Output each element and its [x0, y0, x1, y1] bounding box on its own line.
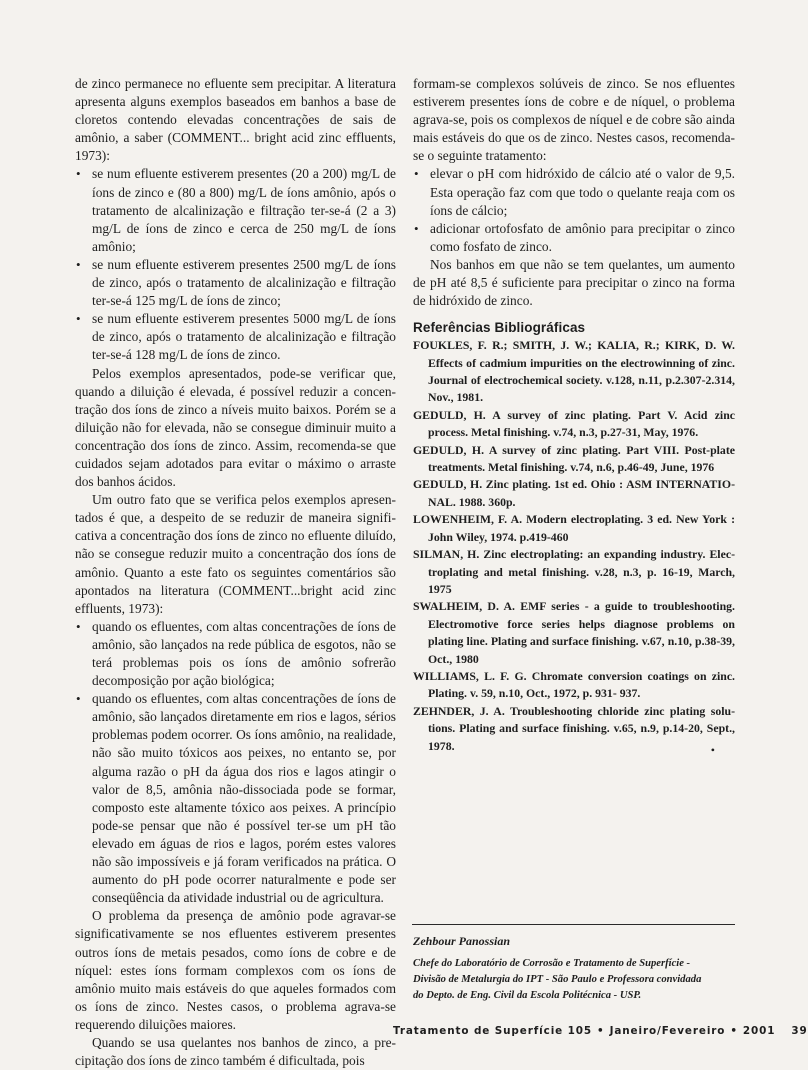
list-item: • se num efluente estiverem presentes 2500 mg/L de íons de zinco, após o tratamento de alcalinização e filtração ter-se-á 125 mg/L de íons de zinco;: [75, 256, 396, 310]
footer-separator: •: [730, 1025, 738, 1037]
issue-year: 2001: [742, 1025, 776, 1037]
reference-item: LOWENHEIM, F. A. Modern electroplating. 3 ed. New York : John Wiley, 1974. p.419-460: [413, 512, 735, 544]
reference-item: WILLIAMS, L. F. G. Chromate conversion coatings on zinc. Plating. v. 59, n.10, Oct., 1972, p. 931- 937.: [413, 668, 735, 701]
references-heading: Referências Bibliográficas: [413, 320, 586, 336]
paragraph: Um outro fato que se verifica pelos exemplos apresentados é que, a despeito de se reduzir de maneira significativa a concentração dos íons de zinco no efluente diluído, não se consegue reduzir muito a concentração dos íons de amônio. Quanto a este fato os seguintes comentários são apontados na literatura (COMMENT...bright acid zinc effluents, 1973):: [75, 492, 396, 616]
author-name: Zehbour Panossian: [413, 934, 511, 948]
references-list: [413, 337, 735, 755]
reference-item: SWALHEIM, D. A. EMF series - a guide to troubleshooting. Electromotive force series helps diagnose problems on plating line. Plating and surface finishing. v.67, n.10, p.38-39, Oct., 1980: [413, 599, 735, 666]
left-column: [75, 75, 396, 1070]
footer-separator: •: [597, 1025, 605, 1037]
reference-item: FOUKLES, F. R.; SMITH, J. W.; KALIA, R.; KIRK, D. W. Effects of cadmium impurities on the electrowinning of zinc. Journal of electrochemical society. v.128, n.11, p.2.307-2.314, Nov., 1981.: [413, 338, 735, 405]
paragraph: formam-se complexos solúveis de zinco. Se nos efluentes estiverem presentes íons de cobre e de níquel, o problema agrava-se, pois os complexos de níquel e de cobre são ainda mais estáveis do que os de zinco. Nestes casos, recomenda-se o seguinte tratamento:: [413, 76, 735, 164]
author-affiliation: Divisão de Metalurgia do IPT - São Paulo e Professora convidada: [413, 974, 702, 986]
reference-item: ZEHNDER, J. A. Troubleshooting chloride zinc plating solutions. Plating and surface finishing. v.65, n.9, p.14-20, Sept., 1978.: [413, 703, 735, 753]
list-item: • se num efluente estiverem presentes 5000 mg/L de íons de zinco, após o tratamento de alcalinização e filtração ter-se-á 128 mg/L de íons de zinco.: [75, 310, 396, 364]
paragraph: Pelos exemplos apresentados, pode-se verificar que, quando a diluição é elevada, é possível reduzir a concentração dos íons de zinco a níveis muito baixos. Porém se a diluição não for elevada, não se consegue diminuir muito a concentração dos íons de zinco. Assim, recomenda-se que cuidados sejam adotados para evitar o máximo o arraste dos banhos ácidos.: [75, 365, 396, 490]
bullet-list: [75, 165, 396, 364]
paragraph: Quando se usa quelantes nos banhos de zinco, a precipitação dos íons de zinco também é dificultada, pois: [75, 1034, 396, 1069]
paragraph: O problema da presença de amônio pode agravar-se significativamente se nos efluentes estiverem presentes outros íons de metais pesados, como íons de cobre e de níquel: estes íons formam complexos com os íons de amônio muito mais estáveis do que aqueles formados com os íons de zinco. Nestes casos, o problema agrava-se requerendo diluições maiores.: [75, 908, 396, 1032]
paragraph: de zinco permanece no efluente sem precipitar. A literatura apresenta alguns exemplos baseados em banhos a base de cloretos contendo elevadas concentrações de sais de amônio, a saber (COMMENT... bright acid zinc effluents, 1973):: [75, 76, 396, 164]
list-item: • quando os efluentes, com altas concentrações de íons de amônio, são lançados na rede pública de esgotos, não se terá problemas pois os íons de amônio sofrerão decomposição por ação biológica;: [75, 618, 396, 690]
author-affiliation: do Depto. de Eng. Civil da Escola Politécnica - USP.: [413, 990, 642, 1002]
end-of-article-mark: •: [710, 742, 715, 757]
reference-item: GEDULD, H. A survey of zinc plating. Part V. Acid zinc process. Metal finishing. v.74, n.3, p.27-31, May, 1976.: [413, 407, 735, 440]
bullet-list: [413, 165, 735, 255]
bullet-list: [75, 618, 396, 908]
reference-item: GEDULD, H. Zinc plating. 1st ed. Ohio : ASM INTERNATIONAL. 1988. 360p.: [413, 477, 735, 509]
paragraph: Nos banhos em que não se tem quelantes, um aumento de pH até 8,5 é suficiente para precipitar o zinco na forma de hidróxido de zinco.: [413, 256, 735, 309]
reference-item: GEDULD, H. A survey of zinc plating. Part VIII. Post-plate treatments. Metal finishing. v.74, n.6, p.46-49, June, 1976: [413, 442, 735, 475]
list-item: • adicionar ortofosfato de amônio para precipitar o zinco como fosfato de zinco.: [413, 220, 735, 256]
list-item: • elevar o pH com hidróxido de cálcio até o valor de 9,5. Esta operação faz com que todo o quelante reaja com os íons de cálcio;: [413, 165, 735, 219]
author-block: [413, 933, 743, 1005]
list-item: • quando os efluentes, com altas concentrações de íons de amônio, são lançados diretamente em rios e lagos, sérios problemas podem ocorrer. Os íons amônio, na realidade, não são muito tóxicos aos peixes, no entanto se, por alguma razão o pH da água dos rios e lagos atingir o valor de 8,5, amônia não-dissociada pode se formar, composto este altamente tóxico aos peixes. A princípio pode-se pensar que não é possível ter-se um pH tão elevado em águas de rios e lagos, porém estes valores não são impossíveis e já foram verificados na prática. O aumento do pH pode ocorrer naturalmente e pode ser conseqüência da atividade industrial ou de agricultura.: [75, 690, 396, 907]
author-affiliation: Chefe do Laboratório de Corrosão e Tratamento de Superfície -: [413, 958, 691, 969]
list-item: • se num efluente estiverem presentes (20 a 200) mg/L de íons de zinco e (80 a 800) mg/L de íons amônio, após o tratamento de alcalinização e filtração ter-se-á (2 a 3) mg/L de íons de zinco e cerca de 250 mg/L de íons amônio;: [75, 165, 396, 255]
right-column: [413, 75, 735, 755]
page-footer: [393, 1025, 808, 1037]
reference-item: SILMAN, H. Zinc electroplating: an expanding industry. Electroplating and metal finishing. v.28, n.3, p. 16-19, March, 1975: [413, 547, 735, 596]
author-divider: [412, 924, 735, 925]
issue-months: Janeiro/Fevereiro: [609, 1025, 726, 1037]
page-number: 39: [791, 1025, 808, 1037]
journal-title: Tratamento de Superfície 105: [393, 1025, 593, 1037]
